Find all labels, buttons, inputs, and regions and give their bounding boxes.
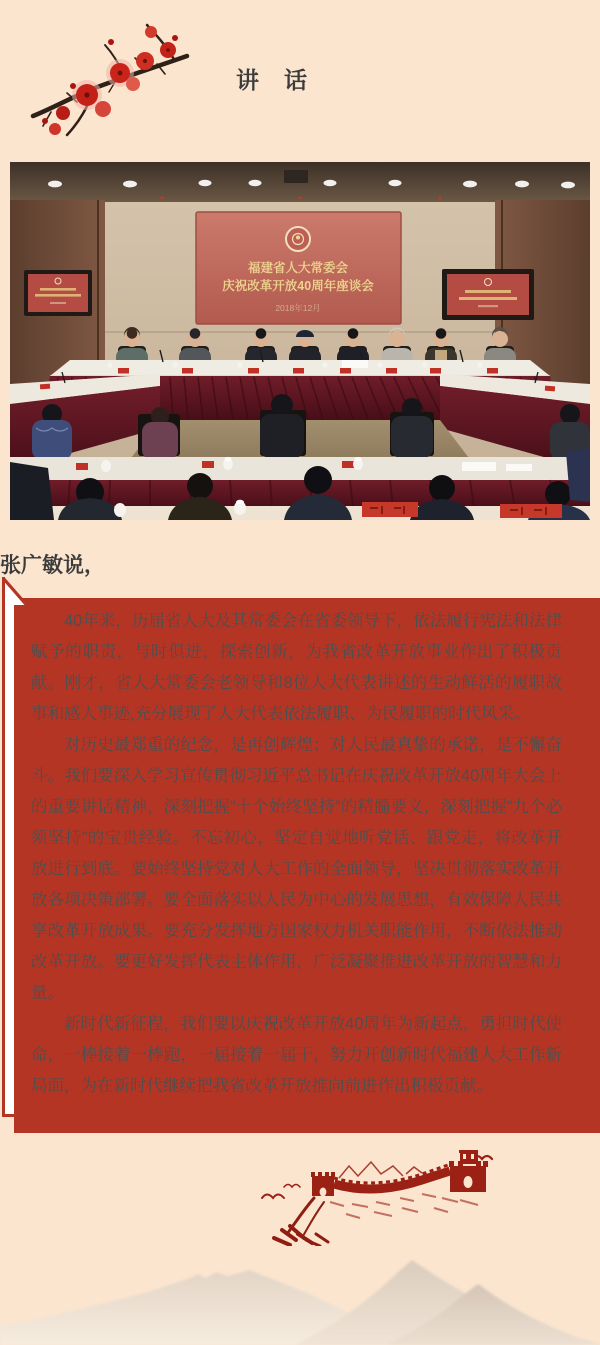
meeting-photo-art [10, 162, 590, 520]
mountains-icon [0, 1248, 600, 1345]
plum-blossom-icon [25, 16, 197, 142]
projector [284, 170, 308, 183]
meeting-photo [10, 162, 590, 520]
texture-dashes [330, 1194, 478, 1218]
right-tv [442, 269, 534, 320]
speech-paragraph: 40年来，历届省人大及其常委会在省委领导下，依法履行宪法和法律赋予的职责，与时俱进，探索创新，为我省改革开放事业作出了积极贡献。刚才，省人大常委会老领导和8位人大代表讲述的生动鲜活的履职故事和感人事迹,充分展现了人大代表依法履职、为民履职的时代风采。 [31, 612, 562, 723]
screen-org-text: 福建省人大常委会 [247, 261, 349, 275]
left-tv [24, 270, 92, 316]
speech-paragraph: 新时代新征程，我们要以庆祝改革开放40周年为新起点，勇担时代使命，一棒接着一棒跑，一届接着一届干，努力开创新时代福建人大工作新局面，为在新时代继续把我省改革开放推向前进作出积极贡献。 [31, 1015, 562, 1095]
speech-quote-box [2, 598, 585, 1117]
screen-event-text: 庆祝改革开放40周年座谈会 [222, 279, 374, 293]
mountain-strokes [339, 1162, 422, 1178]
speech-paragraph: 对历史最郑重的纪念，是再创辉煌；对人民最真挚的承诺，是不懈奋斗。我们要深入学习宣传贯彻习近平总书记在庆祝改革开放40周年大会上的重要讲话精神，深刻把握“十个始终坚持”的精髓要义，深刻把握“九个必须坚持”的宝贵经验。不忘初心，坚定自觉地听党话、跟党走，将改革开放进行到底。要始终坚持党对人大工作的全面领导，坚决贯彻落实改革开放各项决策部署。要全面落实以人民为中心的发展思想，有效保障人民共享改革开放成果。要充分发挥地方国家权力机关职能作用，不断依法推动改革开放。要更好发挥代表主体作用，广泛凝聚推进改革开放的智慧和力量。 [31, 736, 562, 1002]
speaker-lead: 张广敏说， [0, 554, 105, 577]
middle-table [10, 457, 590, 480]
speech-papers [342, 360, 368, 368]
blossom-petals [42, 26, 178, 135]
ribbon-corner-icon [2, 577, 28, 605]
screen-date-text: 2018年12月 [275, 303, 321, 313]
great-wall-icon [254, 1150, 506, 1246]
foreground-rocks [274, 1198, 328, 1246]
page-title: 讲 话 [236, 67, 308, 93]
projection-screen [196, 212, 401, 324]
